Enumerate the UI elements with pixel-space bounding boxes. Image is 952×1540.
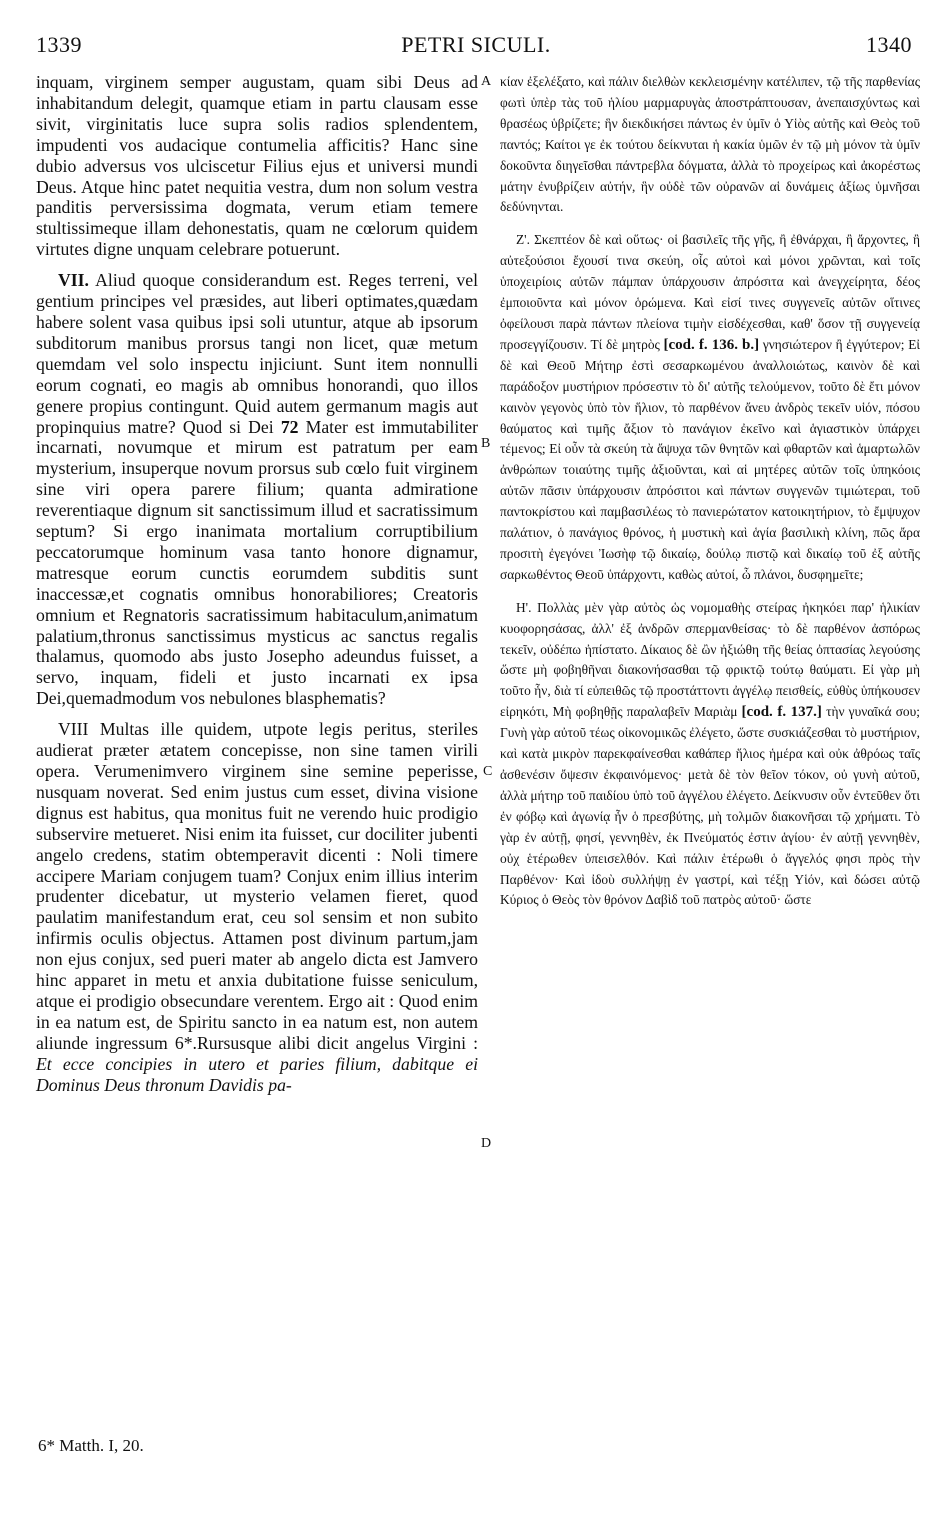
- latin-text: Multas ille quidem, utpote legis peritus, steriles audierat præter ætatem concepisse, non sine tamen virili opera. Verumenimvero virginem sine semine peperisse, nusquam noverat. Sed enim justus cum esset, divina visione dignus est habitus, qua monitus fuit ne verendo huic prodigio subservire metueret. Nisi enim ita fuisset, cur dociliter jubenti angelo credens, statim obtemperavit dicenti : Noli timere accipere Mariam conjugem tuam? Conjux enim illius interim prudenter dicebatur, ut mysterio velamen fieret, quod paulatim manifestandum erat, ceu sol sensim et non subito infirmis oculis objectus. Attamen post divinum partum,jam non ejus conjux, sed pueri mater ab angelo dicta est Jamvero hinc apparet in metu et anxia dubitatione fuisse seniculum, atque ei prodigio obsecundare verentem. Ergo ait : Quod enim in ea natum est, de Spiritu sancto in ea natum est, non autem aliunde ingressum: [36, 719, 478, 1053]
- latin-text: .Rursusque alibi dicit angelus Virgini :: [192, 1032, 478, 1053]
- codex-reference: [cod. f. 137.]: [741, 704, 822, 721]
- greek-text: Πολλὰς μὲν γὰρ αὐτὸς ὡς νομομαθὴς στείρας ἠκηκόει παρ' ἡλικίαν κυοφορησάσας, ἀλλ' ἐξ ἀνδρῶν σπερμανθείσας· τὸ δὲ παρθένον ἀσπόρως τεκεῖν, οὐδέπω ἠπίστατο. Δίκαιος δὲ ὢν ἠξιώθη τῆς θείας ὀπτασίας λεγούσης ὥστε μὴ φοβηθῆναι διακονήσασθαι τῷ φρικτῷ τούτῳ θαύματι. Εἰ γὰρ μὴ τοῦτο ἦν, διὰ τί εὐπειθῶς τῷ προστάττοντι ἀγγέλῳ πεισθείς, εὐθὺς ὑπήκουσεν εἰρηκότι, Μὴ φοβηθῇς παραλαβεῖν Μαριὰμ: [500, 599, 920, 720]
- latin-text: Mater est immutabiliter incarnati, novumque et mirum est patratum per eam mysterium, insuperque novum prorsus sub cœlo fuit virginem sine viri opera parere filium; quanta admiratione reverentiaque dignum sit sanctissimum illud et sacratissimum septum? Si ergo inanimata mortalium corruptibilium peccatorumque hominum vasa tanto honore dignamur, matresque eorum cunctis eorumdem subditis sunt inaccessæ,et cognatis omnibus honorabiliores; Creatoris omnium et Regnatoris sacratissimum habitaculum,animatum palatium,thronus sanctissimus mysticus ac sanctus regalis thalamus, quomodo abs justo Josepho adeundus fuisset, a servo, inquam, fideli et justo incarnati ex ipsa Dei,quemadmodum vos nebulones blasphematis?: [36, 416, 478, 709]
- column-reference: 72: [280, 416, 299, 437]
- footnote: 6* Matth. I, 20.: [38, 1436, 144, 1455]
- greek-text: τὴν γυναῖκά σου; Γυνὴ γὰρ αὐτοῦ τέως οἰκονομικῶς ἐλέγετο, ὥστε συσκιάζεσθαι τὸ μυστήριον, καὶ κατὰ μικρὸν παρεκφαίνεσθαι καθάπερ ἥλιος ἡμέρα καὶ οὐκ ἀθρόως ταῖς ἀσθενέσιν ὄψεσιν ἐκφαινόμενος· μετὰ δὲ τὸν θεῖον τόκον, οὐ γυνὴ αὐτοῦ, ἀλλὰ μήτηρ τοῦ παιδίου ὑπὸ τοῦ ἀγγέλου ἐλέγετο. Δείκνυσιν οὖν ἐντεῦθεν ὅτι ἐν φόβῳ καὶ ἀγωνίᾳ ἦν ὁ πρεσβύτης, μὴ τολμῶν διακονῆσαι τῷ χρήματι. Τὸ γὰρ ἐν αὐτῇ, φησί, γεννηθὲν, ἐκ Πνεύματός ἐστιν ἁγίου· ἐν αὐτῇ γεννηθὲν, οὐχ ἑτέρωθεν ὑπεισελθόν. Καὶ πάλιν ἑτέρωθι ὁ ἄγγελός φησι πρὸς τὴν Παρθένον· Καὶ ἰδοὺ συλλήψῃ ἐν γαστρί, καὶ τέξῃ Υἱόν, καὶ δώσει αὐτῷ Κύριος ὁ Θεὸς τὸν θρόνον Δαβὶδ τοῦ πατρὸς αὐτοῦ· ὥστε: [500, 704, 920, 908]
- section-number: Η'.: [516, 599, 532, 615]
- latin-column: [36, 72, 478, 1096]
- section-number: Ζ'.: [516, 232, 530, 248]
- footnote-reference: 6*: [174, 1032, 193, 1053]
- margin-marker-c: C: [483, 764, 493, 779]
- margin-marker-d: D: [481, 1136, 492, 1151]
- codex-reference: [cod. f. 136. b.]: [663, 336, 760, 353]
- running-title: PETRI SICULI.: [401, 32, 551, 57]
- latin-quotation: Et ecce concipies in utero et paries filium, dabitque ei Dominus Deus thronum Davidis pa-: [36, 1053, 478, 1095]
- section-number: VIII: [58, 719, 89, 740]
- right-page-number: 1340: [866, 32, 912, 57]
- greek-section-zeta: [500, 230, 920, 585]
- latin-text: Aliud quoque considerandum est. Reges terreni, vel gentium principes vel præsides, aut liberi optimates,quædam habere solent vasa quibus ipsi soli utuntur, atque ab ipsorum subditorum manibus prorsus tangi non licet, quæ metum quemdam vel solo inspectu injiciunt. Sunt item nonnulli eorum cognati, eo magis ab omnibus honorandi, quo illos genere propius contingunt. Quid autem germanum magis aut propinquius matre? Quod si Dei: [36, 270, 478, 437]
- greek-text: γνησιώτερον ἢ ἐγγύτερον; Εἰ δὲ καὶ Θεοῦ Μήτηρ ἐστὶ σεσαρκωμένου ἀναλλοιώτως, καινὸν δὲ καὶ παράδοξον μυστήριον πρόσεστιν τὸ δι' αὐτῆς τελούμενον, τοῦτο δὲ ἔτι μόνον καινὸν γεγονὸς ὑπὸ τὸν ἥλιον, τὸ παρθένον ἄνευ ἀνδρὸς τεκεῖν υἱόν, πόσου θαύματος καὶ τιμῆς ἄξιον τὸ πανάγιον ἐκεῖνο καὶ ἁγιαστικὸν ὑπάρχει τέμενος; Εἰ οὖν τὰ σκεύη τὰ ἄψυχα τῶν θνητῶν καὶ φθαρτῶν καὶ ἁμαρτωλῶν ἀνθρώπων τοιαύτης τιμῆς ἀξιοῦνται, καὶ αἱ μητέρες αὐτῶν τοῖς ὑπηκόοις αὐτῶν πᾶσιν ὑπάρχουσιν ἀπρόσιτοι καὶ πάντων συγγενῶν τιμιώτεραι, τοῦ παντοκρίστου καὶ παμβασιλέως τὸ πανιερώτατον κατοικητήριον, τὸ ἔμψυχον παλάτιον, ὁ πανάγιος θρόνος, ἡ μυστικὴ καὶ ἁγία βασιλικὴ κλίνη, πῶς ἄρα προσιτὴ ἐγεγόνει Ἰωσὴφ τῷ δικαίῳ, δούλῳ πιστῷ καὶ δικαίῳ τοῦ ἐξ αὐτῆς σαρκωθέντος Θεοῦ ὑπάρχοντι, καθὼς αὐτοί, ὦ πλάνοι, δυσφημεῖτε;: [500, 336, 920, 582]
- margin-marker-b: B: [481, 436, 491, 451]
- left-page-number: 1339: [36, 32, 82, 57]
- margin-marker-a: A: [481, 74, 492, 89]
- greek-text: Σκεπτέον δὲ καὶ οὕτως· οἱ βασιλεῖς τῆς γῆς, ἢ ἐθνάρχαι, ἢ ἄρχοντες, ἢ αὐτεξούσιοι ἔχουσί τινα σκεύη, οἷς αὐτοὶ καὶ μόνοι χρῶνται, καὶ τοῖς ὑποχειρίοις αὐτῶν πάμπαν ὑπάρχουσιν ἀπρόσιτα καὶ ἀνεγχείρητα, δέος ἐμποιοῦντα καὶ μόνον ὁρώμενα. Καὶ εἰσί τινες συγγενεῖς αὐτῶν οἵτινες ὀφείλουσι παρὰ πάντων πλείονα τιμὴν εἰσδέχεσθαι, καθ' ὅσον τῇ συγγενείᾳ προσεγγίζουσιν. Τί δὲ μητρὸς: [500, 232, 920, 352]
- greek-paragraph-1: κίαν ἐξελέξατο, καὶ πάλιν διελθὼν κεκλεισμένην κατέλιπεν, τῷ τῆς παρθενίας φωτὶ ὑπὲρ τὰς τοῦ ἡλίου μαρμαρυγὰς ἀποστράπτουσαν, ἀνεπαισχύντως καὶ θρασέως ὑβρίζετε; ἣν διεκδικήσει πάντως ἐν ὑμῖν ὁ Υἱὸς αὐτῆς καὶ Θεὸς τοῦ παντός; Καίτοι γε ἐκ τούτου δείκνυται ἡ κακία ὑμῶν ἐν τῷ μὴ μόνον τὰ ὑμῖν δοκοῦντα διηγεῖσθαι πάντρεβλα δόγματα, ἀλλὰ τὸ προχείρως καὶ ἀκορέστως μάτην ἐνυβρίζειν αὐτήν, ἣν οὐδὲ τῶν οὐρανῶν αἱ δυνάμεις ἀξίως ὑμνῆσαι δεδύνηνται.: [500, 74, 920, 215]
- latin-section-viii: [36, 719, 478, 1095]
- greek-section-eta: [500, 598, 920, 912]
- latin-section-vii: [36, 270, 478, 709]
- latin-paragraph-1: inquam, virginem semper augustam, quam sibi Deus ad inhabitandum delegit, quamque etiam in partu clausam esse sivit, virginitatis luce supra solis radios splendentem, impudenti vos audacique contumelia afficitis? Hanc sine dubio adversus vos ulciscetur Filius ejus et universi mundi Deus. Atque hinc patet nequitia vestra, dum non solum vestra panditis perversissima dogmata, verum etiam temere stultissimeque illam dehonestatis, quam ne cœlorum quidem virtutes digne unquam celebrare potuerunt.: [36, 72, 478, 260]
- section-number: VII.: [58, 270, 89, 291]
- greek-column: [500, 72, 920, 911]
